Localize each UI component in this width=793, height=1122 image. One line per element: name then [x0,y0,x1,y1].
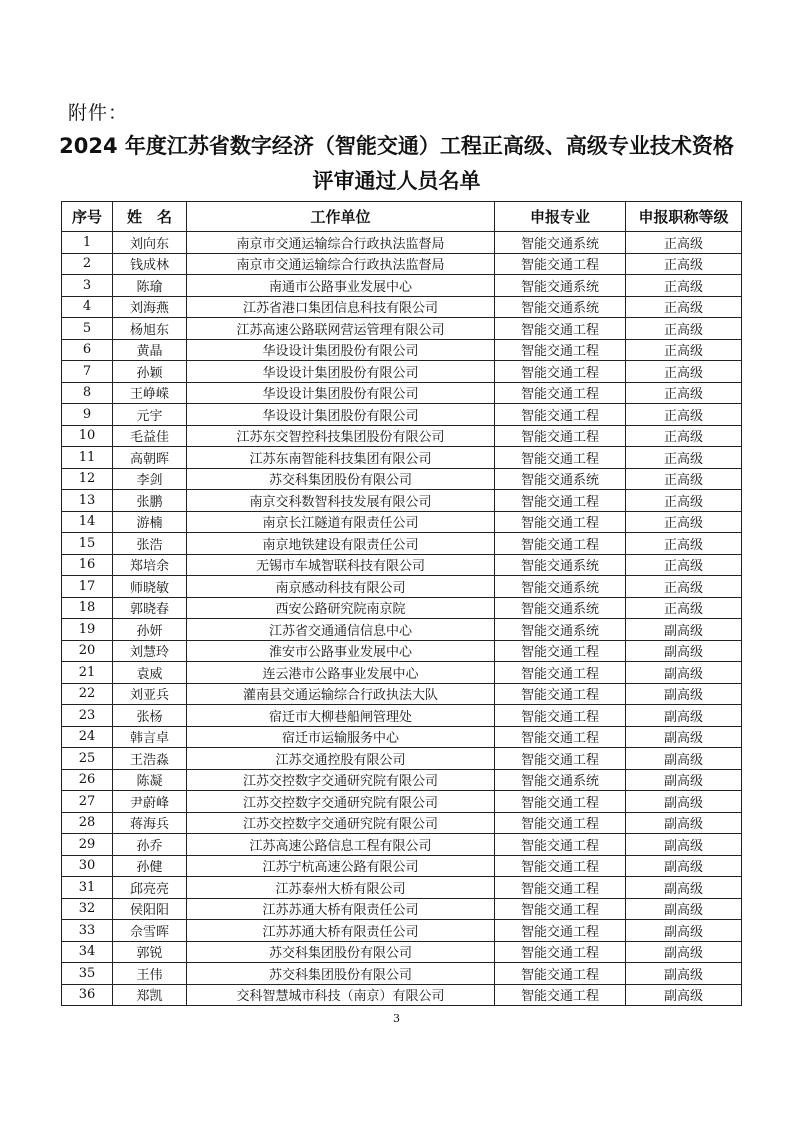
table-row [62,382,742,404]
specialty-cell: 智能交通工程 [495,726,626,748]
serial-number-cell: 30 [62,855,113,877]
document-title-line-2: 评审通过人员名单 [312,169,481,193]
name-cell: 师晓敏 [113,576,187,598]
table-row [62,468,742,490]
name-cell: 郭晓春 [113,597,187,619]
specialty-cell: 智能交通工程 [495,339,626,361]
work-unit-cell: 江苏高速公路联网营运管理有限公司 [187,318,495,340]
table-body [62,232,742,1006]
specialty-cell: 智能交通系统 [495,619,626,641]
name-cell: 郑培余 [113,554,187,576]
name-cell: 高朝晖 [113,447,187,469]
work-unit-cell: 江苏高速公路信息工程有限公司 [187,834,495,856]
name-cell: 刘慧玲 [113,640,187,662]
work-unit-cell: 苏交科集团股份有限公司 [187,468,495,490]
page-number: 3 [393,1012,400,1025]
table-row [62,490,742,512]
specialty-cell: 智能交通系统 [495,275,626,297]
name-cell: 尹蔚峰 [113,791,187,813]
title-level-cell: 副高级 [626,855,742,877]
specialty-cell: 智能交通工程 [495,748,626,770]
serial-number-cell: 14 [62,511,113,533]
serial-number-cell: 22 [62,683,113,705]
name-cell: 黄晶 [113,339,187,361]
table-row [62,318,742,340]
header-serial-number: 序号 [62,202,113,232]
table-row [62,425,742,447]
work-unit-cell: 宿迁市大柳巷船闸管理处 [187,705,495,727]
serial-number-cell: 33 [62,920,113,942]
specialty-cell: 智能交通工程 [495,855,626,877]
serial-number-cell: 2 [62,253,113,275]
name-cell: 孙健 [113,855,187,877]
specialty-cell: 智能交通工程 [495,877,626,899]
title-level-cell: 副高级 [626,683,742,705]
specialty-cell: 智能交通工程 [495,425,626,447]
title-level-cell: 正高级 [626,361,742,383]
title-level-cell: 正高级 [626,339,742,361]
serial-number-cell: 10 [62,425,113,447]
table-row [62,554,742,576]
specialty-cell: 智能交通工程 [495,447,626,469]
work-unit-cell: 南通市公路事业发展中心 [187,275,495,297]
specialty-cell: 智能交通工程 [495,361,626,383]
work-unit-cell: 淮安市公路事业发展中心 [187,640,495,662]
header-name: 姓 名 [113,202,187,232]
serial-number-cell: 17 [62,576,113,598]
specialty-cell: 智能交通系统 [495,296,626,318]
serial-number-cell: 13 [62,490,113,512]
name-cell: 李剑 [113,468,187,490]
table-row [62,619,742,641]
table-row [62,511,742,533]
table-row [62,597,742,619]
table-row [62,877,742,899]
name-cell: 王浩淼 [113,748,187,770]
title-level-cell: 正高级 [626,597,742,619]
name-cell: 张杨 [113,705,187,727]
name-cell: 孙颖 [113,361,187,383]
serial-number-cell: 15 [62,533,113,555]
name-cell: 韩言卓 [113,726,187,748]
work-unit-cell: 南京市交通运输综合行政执法监督局 [187,253,495,275]
specialty-cell: 智能交通工程 [495,705,626,727]
serial-number-cell: 11 [62,447,113,469]
specialty-cell: 智能交通工程 [495,984,626,1006]
specialty-cell: 智能交通工程 [495,490,626,512]
work-unit-cell: 无锡市车城智联科技有限公司 [187,554,495,576]
title-level-cell: 正高级 [626,576,742,598]
specialty-cell: 智能交通系统 [495,554,626,576]
table-row [62,834,742,856]
name-cell: 佘雪晖 [113,920,187,942]
serial-number-cell: 8 [62,382,113,404]
document-title-line-1: 2024 年度江苏省数字经济（智能交通）工程正高级、高级专业技术资格 [59,134,734,158]
name-cell: 张浩 [113,533,187,555]
work-unit-cell: 江苏交通控股有限公司 [187,748,495,770]
work-unit-cell: 南京交科数智科技发展有限公司 [187,490,495,512]
name-cell: 王峥嵘 [113,382,187,404]
work-unit-cell: 灌南县交通运输综合行政执法大队 [187,683,495,705]
table-row [62,984,742,1006]
table-row [62,662,742,684]
title-level-cell: 正高级 [626,490,742,512]
name-cell: 陈瑜 [113,275,187,297]
table-row [62,726,742,748]
work-unit-cell: 江苏交控数字交通研究院有限公司 [187,812,495,834]
specialty-cell: 智能交通工程 [495,898,626,920]
title-level-cell: 副高级 [626,748,742,770]
title-level-cell: 副高级 [626,640,742,662]
table-row [62,941,742,963]
work-unit-cell: 南京长江隧道有限责任公司 [187,511,495,533]
work-unit-cell: 南京感动科技有限公司 [187,576,495,598]
work-unit-cell: 华设设计集团股份有限公司 [187,404,495,426]
serial-number-cell: 26 [62,769,113,791]
title-level-cell: 副高级 [626,812,742,834]
work-unit-cell: 江苏宁杭高速公路有限公司 [187,855,495,877]
specialty-cell: 智能交通系统 [495,597,626,619]
title-level-cell: 副高级 [626,705,742,727]
table-row [62,576,742,598]
personnel-table [61,201,742,1006]
title-level-cell: 正高级 [626,296,742,318]
serial-number-cell: 21 [62,662,113,684]
table-row [62,791,742,813]
work-unit-cell: 江苏泰州大桥有限公司 [187,877,495,899]
title-level-cell: 正高级 [626,382,742,404]
specialty-cell: 智能交通工程 [495,511,626,533]
specialty-cell: 智能交通系统 [495,468,626,490]
work-unit-cell: 南京市交通运输综合行政执法监督局 [187,232,495,254]
serial-number-cell: 36 [62,984,113,1006]
serial-number-cell: 28 [62,812,113,834]
name-cell: 张鹏 [113,490,187,512]
specialty-cell: 智能交通工程 [495,963,626,985]
name-cell: 邱亮亮 [113,877,187,899]
title-level-cell: 副高级 [626,662,742,684]
work-unit-cell: 华设设计集团股份有限公司 [187,361,495,383]
title-level-cell: 副高级 [626,920,742,942]
title-level-cell: 副高级 [626,898,742,920]
work-unit-cell: 江苏苏通大桥有限责任公司 [187,898,495,920]
table-row [62,533,742,555]
work-unit-cell: 苏交科集团股份有限公司 [187,941,495,963]
work-unit-cell: 江苏交控数字交通研究院有限公司 [187,769,495,791]
work-unit-cell: 连云港市公路事业发展中心 [187,662,495,684]
serial-number-cell: 29 [62,834,113,856]
serial-number-cell: 12 [62,468,113,490]
name-cell: 刘向东 [113,232,187,254]
title-level-cell: 副高级 [626,619,742,641]
serial-number-cell: 27 [62,791,113,813]
serial-number-cell: 5 [62,318,113,340]
title-level-cell: 正高级 [626,404,742,426]
specialty-cell: 智能交通工程 [495,640,626,662]
title-level-cell: 副高级 [626,877,742,899]
work-unit-cell: 华设设计集团股份有限公司 [187,339,495,361]
serial-number-cell: 20 [62,640,113,662]
work-unit-cell: 南京地铁建设有限责任公司 [187,533,495,555]
name-cell: 刘亚兵 [113,683,187,705]
name-cell: 刘海燕 [113,296,187,318]
table-row [62,275,742,297]
serial-number-cell: 35 [62,963,113,985]
specialty-cell: 智能交通工程 [495,318,626,340]
name-cell: 袁威 [113,662,187,684]
table-row [62,640,742,662]
name-cell: 钱成林 [113,253,187,275]
header-work-unit: 工作单位 [187,202,495,232]
serial-number-cell: 25 [62,748,113,770]
table-row [62,296,742,318]
header-title-level: 申报职称等级 [626,202,742,232]
specialty-cell: 智能交通工程 [495,941,626,963]
table-row [62,361,742,383]
serial-number-cell: 4 [62,296,113,318]
specialty-cell: 智能交通工程 [495,791,626,813]
title-level-cell: 正高级 [626,253,742,275]
table-row [62,748,742,770]
specialty-cell: 智能交通工程 [495,662,626,684]
table-row [62,253,742,275]
work-unit-cell: 江苏东交智控科技集团股份有限公司 [187,425,495,447]
work-unit-cell: 江苏苏通大桥有限责任公司 [187,920,495,942]
table-row [62,963,742,985]
serial-number-cell: 18 [62,597,113,619]
specialty-cell: 智能交通工程 [495,834,626,856]
name-cell: 郭锐 [113,941,187,963]
serial-number-cell: 9 [62,404,113,426]
work-unit-cell: 江苏东南智能科技集团有限公司 [187,447,495,469]
specialty-cell: 智能交通工程 [495,253,626,275]
name-cell: 王伟 [113,963,187,985]
serial-number-cell: 1 [62,232,113,254]
specialty-cell: 智能交通工程 [495,533,626,555]
name-cell: 元宇 [113,404,187,426]
serial-number-cell: 24 [62,726,113,748]
table-row [62,898,742,920]
title-level-cell: 正高级 [626,318,742,340]
table-row [62,683,742,705]
table-row [62,404,742,426]
serial-number-cell: 6 [62,339,113,361]
work-unit-cell: 江苏省交通通信信息中心 [187,619,495,641]
name-cell: 陈凝 [113,769,187,791]
specialty-cell: 智能交通工程 [495,683,626,705]
table-row [62,855,742,877]
title-level-cell: 正高级 [626,468,742,490]
specialty-cell: 智能交通工程 [495,404,626,426]
table-header-row [62,202,742,232]
serial-number-cell: 23 [62,705,113,727]
work-unit-cell: 苏交科集团股份有限公司 [187,963,495,985]
serial-number-cell: 7 [62,361,113,383]
title-level-cell: 副高级 [626,726,742,748]
title-level-cell: 正高级 [626,275,742,297]
name-cell: 郑凯 [113,984,187,1006]
work-unit-cell: 华设设计集团股份有限公司 [187,382,495,404]
name-cell: 毛益佳 [113,425,187,447]
name-cell: 蒋海兵 [113,812,187,834]
serial-number-cell: 32 [62,898,113,920]
name-cell: 游楠 [113,511,187,533]
specialty-cell: 智能交通系统 [495,576,626,598]
name-cell: 孙妍 [113,619,187,641]
title-level-cell: 副高级 [626,984,742,1006]
title-level-cell: 副高级 [626,769,742,791]
specialty-cell: 智能交通工程 [495,920,626,942]
work-unit-cell: 江苏交控数字交通研究院有限公司 [187,791,495,813]
specialty-cell: 智能交通工程 [495,382,626,404]
title-level-cell: 副高级 [626,791,742,813]
title-level-cell: 正高级 [626,533,742,555]
table-row [62,705,742,727]
table-row [62,447,742,469]
title-level-cell: 副高级 [626,834,742,856]
table-row [62,812,742,834]
annex-label: 附件： [68,102,129,124]
name-cell: 杨旭东 [113,318,187,340]
title-level-cell: 正高级 [626,232,742,254]
name-cell: 侯阳阳 [113,898,187,920]
table-row [62,920,742,942]
serial-number-cell: 31 [62,877,113,899]
serial-number-cell: 3 [62,275,113,297]
specialty-cell: 智能交通系统 [495,232,626,254]
specialty-cell: 智能交通工程 [495,812,626,834]
header-specialty: 申报专业 [495,202,626,232]
title-level-cell: 副高级 [626,963,742,985]
work-unit-cell: 交科智慧城市科技（南京）有限公司 [187,984,495,1006]
serial-number-cell: 19 [62,619,113,641]
title-level-cell: 正高级 [626,447,742,469]
work-unit-cell: 宿迁市运输服务中心 [187,726,495,748]
title-level-cell: 副高级 [626,941,742,963]
name-cell: 孙乔 [113,834,187,856]
title-level-cell: 正高级 [626,554,742,576]
table-row [62,339,742,361]
table-row [62,232,742,254]
title-level-cell: 正高级 [626,425,742,447]
specialty-cell: 智能交通系统 [495,769,626,791]
title-level-cell: 正高级 [626,511,742,533]
work-unit-cell: 西安公路研究院南京院 [187,597,495,619]
table-row [62,769,742,791]
work-unit-cell: 江苏省港口集团信息科技有限公司 [187,296,495,318]
serial-number-cell: 34 [62,941,113,963]
serial-number-cell: 16 [62,554,113,576]
